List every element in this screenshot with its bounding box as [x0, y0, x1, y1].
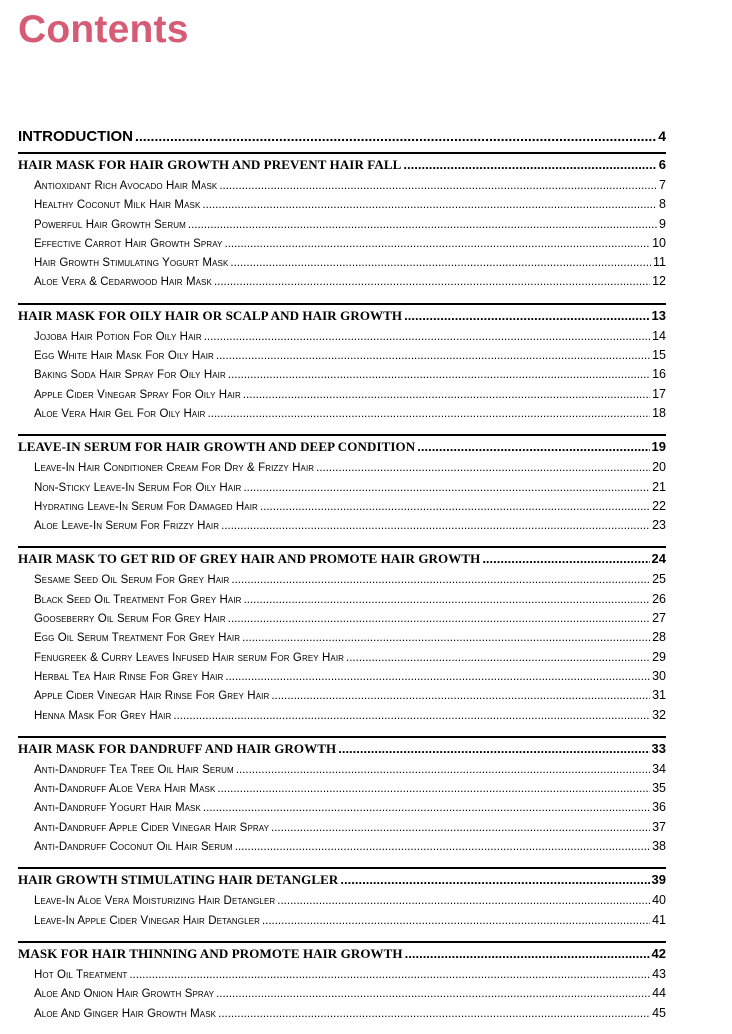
toc-section — [18, 546, 666, 735]
dot-leader — [129, 969, 650, 981]
toc-entry-label: Anti-Dandruff Yogurt Hair Mask — [34, 802, 201, 815]
toc-entry[interactable] — [18, 1006, 666, 1025]
toc-section — [18, 303, 666, 434]
toc-entry-label: Anti-Dandruff Tea Tree Oil Hair Serum — [34, 763, 234, 776]
toc-section — [18, 736, 666, 867]
dot-leader — [242, 632, 650, 644]
toc-section — [18, 434, 666, 546]
toc-entry[interactable] — [18, 367, 666, 386]
toc-entry-label: Egg White Hair Mask For Oily Hair — [34, 350, 214, 363]
toc-page-number: 34 — [652, 761, 666, 776]
toc-entry[interactable] — [18, 762, 666, 781]
dot-leader — [277, 895, 650, 907]
section-spacer — [18, 1025, 666, 1034]
toc-entry[interactable] — [18, 967, 666, 986]
dot-leader — [214, 276, 650, 288]
toc-page-number: 43 — [652, 966, 666, 981]
toc-sections — [18, 152, 666, 1034]
dot-leader — [346, 652, 650, 664]
toc-page-number: 13 — [651, 307, 666, 323]
toc-entry[interactable] — [18, 178, 666, 197]
toc-entry[interactable] — [18, 236, 666, 255]
toc-page-number: 26 — [652, 591, 666, 606]
toc-entry[interactable] — [18, 197, 666, 216]
dot-leader — [230, 257, 651, 269]
toc-entry-introduction[interactable] — [18, 128, 666, 152]
toc-page-number: 37 — [652, 819, 666, 834]
dot-leader — [236, 764, 650, 776]
toc-page-number: 29 — [652, 649, 666, 664]
toc-page-number: 19 — [651, 439, 666, 455]
toc-entry[interactable] — [18, 572, 666, 591]
dot-leader — [173, 710, 650, 722]
toc-page-number: 44 — [652, 986, 666, 1001]
toc-page-number: 42 — [651, 945, 666, 961]
toc-entry-label: INTRODUCTION — [18, 128, 133, 145]
dot-leader — [404, 308, 649, 323]
toc-page-number: 12 — [652, 274, 666, 289]
toc-entry[interactable] — [18, 781, 666, 800]
toc-entry[interactable] — [18, 329, 666, 348]
toc-section-title: HAIR MASK FOR OILY HAIR OR SCALP AND HAIR GROWTH — [18, 307, 403, 323]
toc-entry-label: Jojoba Hair Potion For Oily Hair — [34, 330, 202, 343]
toc-entry[interactable] — [18, 255, 666, 274]
toc-entry-label: Hair Growth Stimulating Yogurt Mask — [34, 257, 229, 270]
toc-entry-label: Antioxidant Rich Avocado Hair Mask — [34, 180, 218, 192]
dot-leader — [271, 822, 650, 834]
table-of-contents — [18, 128, 666, 1034]
dot-leader — [340, 872, 649, 887]
section-spacer — [18, 727, 666, 736]
dot-leader — [262, 915, 650, 927]
toc-page-number: 10 — [652, 235, 666, 250]
toc-page-number: 35 — [652, 781, 666, 796]
toc-entry-label: Anti-Dandruff Coconut Oil Hair Serum — [34, 841, 233, 854]
dot-leader — [219, 180, 657, 192]
section-spacer — [18, 537, 666, 546]
toc-page-number: 22 — [652, 498, 666, 513]
dot-leader — [202, 199, 657, 211]
toc-page-number: 32 — [652, 707, 666, 722]
dot-leader — [243, 389, 650, 401]
dot-leader — [417, 439, 649, 454]
toc-entry[interactable] — [18, 480, 666, 499]
toc-page-number: 21 — [652, 479, 666, 494]
toc-section-heading[interactable] — [18, 303, 666, 329]
dot-leader — [403, 157, 656, 172]
toc-section-title: HAIR MASK FOR HAIR GROWTH AND PREVENT HAIR FALL — [18, 157, 402, 172]
toc-entry[interactable] — [18, 893, 666, 912]
toc-entry[interactable] — [18, 518, 666, 537]
toc-entry-label: Effective Carrot Hair Growth Spray — [34, 237, 223, 250]
toc-entry-label: Sesame Seed Oil Serum For Grey Hair — [34, 574, 230, 587]
toc-page-number: 40 — [652, 893, 666, 908]
toc-entry[interactable] — [18, 348, 666, 367]
toc-entry-label: Non-Sticky Leave-In Serum For Oily Hair — [34, 481, 242, 494]
toc-entry[interactable] — [18, 986, 666, 1005]
toc-entry-label: Apple Cider Vinegar Spray For Oily Hair — [34, 388, 241, 401]
toc-page-number: 9 — [659, 216, 666, 231]
toc-page-number: 39 — [651, 872, 666, 888]
toc-entry-label: Aloe Vera & Cedarwood Hair Mask — [34, 276, 212, 289]
toc-entry[interactable] — [18, 406, 666, 425]
toc-section — [18, 152, 666, 303]
toc-entry[interactable] — [18, 460, 666, 479]
dot-leader — [204, 331, 650, 343]
dot-leader — [271, 690, 650, 702]
dot-leader — [228, 369, 650, 381]
toc-page-number: 17 — [652, 386, 666, 401]
toc-entry-label: Apple Cider Vinegar Hair Rinse For Grey Hair — [34, 690, 270, 703]
toc-page-number: 18 — [652, 405, 666, 420]
toc-section-heading[interactable] — [18, 434, 666, 460]
toc-entry[interactable] — [18, 669, 666, 688]
dot-leader — [216, 988, 650, 1000]
toc-page-number: 41 — [652, 912, 666, 927]
toc-page-number: 38 — [652, 839, 666, 854]
toc-section-heading[interactable] — [18, 152, 666, 178]
toc-page-number: 25 — [652, 572, 666, 587]
dot-leader — [243, 482, 650, 494]
toc-entry-label: Baking Soda Hair Spray For Oily Hair — [34, 369, 226, 382]
section-spacer — [18, 425, 666, 434]
toc-section-title: MASK FOR HAIR THINNING AND PROMOTE HAIR GROWTH — [18, 945, 403, 961]
toc-entry-label: Leave-In Apple Cider Vinegar Hair Detangler — [34, 914, 260, 927]
dot-leader — [221, 520, 650, 532]
toc-page-number: 6 — [658, 157, 666, 172]
toc-entry[interactable] — [18, 499, 666, 518]
toc-page-number: 30 — [652, 668, 666, 683]
toc-section-heading[interactable] — [18, 941, 666, 967]
dot-leader — [135, 128, 656, 144]
toc-section-heading[interactable] — [18, 546, 666, 572]
toc-entry-label: Egg Oil Serum Treatment For Grey Hair — [34, 632, 241, 645]
dot-leader — [405, 946, 650, 961]
toc-entry[interactable] — [18, 630, 666, 649]
toc-entry-label: Aloe And Onion Hair Growth Spray — [34, 988, 215, 1001]
toc-section-title: HAIR MASK FOR DANDRUFF AND HAIR GROWTH — [18, 740, 337, 756]
toc-entry-label: Powerful Hair Growth Serum — [34, 218, 186, 231]
toc-entry-label: Hot Oil Treatment — [34, 968, 128, 981]
toc-page-number: 15 — [652, 348, 666, 363]
toc-entry[interactable] — [18, 387, 666, 406]
dot-leader — [208, 408, 651, 420]
toc-page-number: 4 — [658, 128, 666, 144]
page-title: Contents — [18, 8, 189, 51]
toc-entry-label: Anti-Dandruff Apple Cider Vinegar Hair Spray — [34, 821, 270, 834]
toc-page-number: 14 — [652, 328, 666, 343]
toc-entry[interactable] — [18, 800, 666, 819]
toc-section — [18, 941, 666, 1034]
toc-section-heading[interactable] — [18, 867, 666, 893]
toc-entry-label: Hydrating Leave-In Serum For Damaged Hair — [34, 500, 258, 513]
dot-leader — [203, 802, 650, 814]
dot-leader — [244, 594, 651, 606]
toc-entry[interactable] — [18, 274, 666, 293]
toc-entry-label: Aloe Vera Hair Gel For Oily Hair — [34, 407, 206, 420]
toc-entry-label: Leave-In Hair Conditioner Cream For Dry & Frizzy Hair — [34, 462, 315, 475]
toc-entry-label: Black Seed Oil Treatment For Grey Hair — [34, 593, 242, 606]
section-spacer — [18, 932, 666, 941]
dot-leader — [231, 574, 650, 586]
toc-entry-label: Herbal Tea Hair Rinse For Grey Hair — [34, 670, 224, 683]
toc-entry-label: Gooseberry Oil Serum For Grey Hair — [34, 613, 226, 626]
toc-entry-label: Leave-In Aloe Vera Moisturizing Hair Detangler — [34, 895, 276, 908]
dot-leader — [225, 671, 650, 683]
dot-leader — [217, 783, 650, 795]
toc-entry-label: Aloe Leave-In Serum For Frizzy Hair — [34, 520, 220, 533]
toc-page-number: 45 — [652, 1005, 666, 1020]
toc-page-number: 23 — [652, 518, 666, 533]
toc-page-number: 27 — [652, 611, 666, 626]
toc-section-title: HAIR MASK TO GET RID OF GREY HAIR AND PROMOTE HAIR GROWTH — [18, 551, 481, 567]
section-spacer — [18, 294, 666, 303]
toc-page-number: 31 — [652, 688, 666, 703]
toc-page-number: 8 — [659, 197, 666, 212]
toc-entry-label: Fenugreek & Curry Leaves Infused Hair serum For Grey Hair — [34, 651, 345, 664]
dot-leader — [482, 551, 649, 566]
toc-entry[interactable] — [18, 820, 666, 839]
toc-page-number: 33 — [651, 740, 666, 756]
toc-section — [18, 867, 666, 941]
dot-leader — [260, 501, 650, 513]
toc-entry-label: Healthy Coconut Milk Hair Mask — [34, 199, 201, 212]
toc-entry[interactable] — [18, 217, 666, 236]
toc-page-number: 7 — [659, 178, 666, 192]
toc-page-number: 36 — [652, 800, 666, 815]
dot-leader — [228, 613, 650, 625]
dot-leader — [188, 219, 657, 231]
toc-entry[interactable] — [18, 839, 666, 858]
toc-section-title: HAIR GROWTH STIMULATING HAIR DETANGLER — [18, 872, 339, 888]
dot-leader — [225, 238, 651, 250]
toc-section-heading[interactable] — [18, 736, 666, 762]
toc-entry-label: Aloe And Ginger Hair Growth Mask — [34, 1007, 217, 1020]
toc-page-number: 20 — [652, 460, 666, 475]
toc-entry-label: Henna Mask For Grey Hair — [34, 709, 172, 722]
toc-entry[interactable] — [18, 913, 666, 932]
dot-leader — [235, 841, 650, 853]
toc-section-title: LEAVE-IN SERUM FOR HAIR GROWTH AND DEEP CONDITION — [18, 439, 416, 455]
section-spacer — [18, 858, 666, 867]
dot-leader — [218, 1008, 650, 1020]
toc-page-number: 24 — [651, 551, 666, 567]
dot-leader — [338, 741, 649, 756]
toc-page-number: 16 — [652, 367, 666, 382]
toc-entry[interactable] — [18, 708, 666, 727]
toc-entry-label: Anti-Dandruff Aloe Vera Hair Mask — [34, 783, 216, 796]
toc-page-number: 11 — [653, 255, 666, 270]
toc-entry[interactable] — [18, 611, 666, 630]
dot-leader — [316, 462, 650, 474]
toc-entry[interactable] — [18, 650, 666, 669]
toc-page-number: 28 — [652, 630, 666, 645]
toc-entry[interactable] — [18, 592, 666, 611]
toc-entry[interactable] — [18, 688, 666, 707]
dot-leader — [216, 350, 650, 362]
